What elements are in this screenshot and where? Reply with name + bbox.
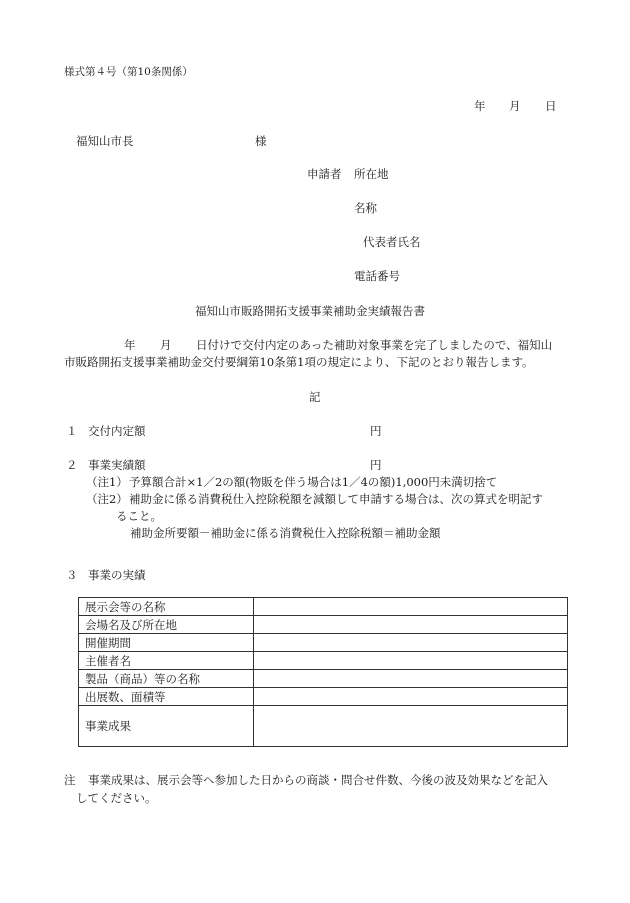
table-row: [79, 652, 568, 670]
row-value: [254, 670, 568, 688]
footnote-line-1: 事業成果は、展示会等へ参加した日からの商談・問合せ件数、今後の波及効果などを記入: [88, 773, 548, 787]
body-line-2: 市販路開拓支援事業補助金交付要綱第10条第1項の規定により、下記のとおり報告します。: [64, 355, 534, 369]
date-day: 日: [545, 99, 557, 113]
note-1-text: 予算額合計×1／2の額(物販を伴う場合は1／4の額)1,000円未満切捨て: [129, 475, 498, 489]
ki-heading: 記: [309, 390, 321, 404]
addressee-name: 福知山市長: [76, 134, 134, 148]
row-value: [254, 688, 568, 706]
row-value: [254, 616, 568, 634]
document-title: 福知山市販路開拓支援事業補助金実績報告書: [195, 304, 425, 318]
row-label: 製品（商品）等の名称: [79, 670, 254, 688]
item-2-label: 事業実績額: [88, 458, 146, 472]
table-row: [79, 688, 568, 706]
row-label: 事業成果: [79, 706, 254, 747]
date-year: 年: [474, 99, 486, 113]
applicant-phone-label: 電話番号: [354, 269, 400, 283]
table-row: [79, 670, 568, 688]
item-2-number: ２: [66, 458, 78, 472]
row-value: [254, 634, 568, 652]
date-month: 月: [509, 99, 521, 113]
item-1-number: １: [66, 424, 78, 438]
form-number: 様式第４号（第10条関係）: [64, 66, 193, 78]
row-value: [254, 706, 568, 747]
item-1-unit: 円: [370, 424, 382, 438]
item-3-number: ３: [66, 568, 78, 582]
table-row: [79, 634, 568, 652]
body-year: 年: [124, 338, 136, 352]
applicant-address-label: 所在地: [354, 167, 389, 181]
row-label: 展示会等の名称: [79, 598, 254, 616]
row-label: 出展数、面積等: [79, 688, 254, 706]
body-month: 月: [160, 338, 172, 352]
body-line-1: 日付けで交付内定のあった補助対象事業を完了しましたので、福知山: [196, 338, 553, 352]
table-row: [79, 598, 568, 616]
applicant-representative-label: 代表者氏名: [363, 235, 421, 249]
row-label: 主催者名: [79, 652, 254, 670]
row-value: [254, 598, 568, 616]
results-table: [78, 597, 568, 747]
footnote-line-2: してください。: [76, 791, 157, 805]
note-2-text-2: ること。: [116, 509, 162, 523]
note-2-mark: （注2）: [86, 492, 128, 506]
applicant-name-label: 名称: [354, 201, 377, 215]
item-1-label: 交付内定額: [88, 424, 146, 438]
table-row: [79, 616, 568, 634]
table-row: [79, 706, 568, 747]
row-value: [254, 652, 568, 670]
formula: 補助金所要額－補助金に係る消費税仕入控除税額＝補助金額: [130, 526, 441, 540]
row-label: 開催期間: [79, 634, 254, 652]
note-2-text-1: 補助金に係る消費税仕入控除税額を減額して申請する場合は、次の算式を明記す: [129, 492, 543, 506]
item-2-unit: 円: [370, 458, 382, 472]
item-3-label: 事業の実績: [88, 568, 146, 582]
applicant-prefix: 申請者: [307, 167, 342, 181]
note-1-mark: （注1）: [86, 475, 128, 489]
footnote-mark: 注: [64, 773, 76, 787]
addressee-honorific: 様: [255, 134, 267, 148]
row-label: 会場名及び所在地: [79, 616, 254, 634]
